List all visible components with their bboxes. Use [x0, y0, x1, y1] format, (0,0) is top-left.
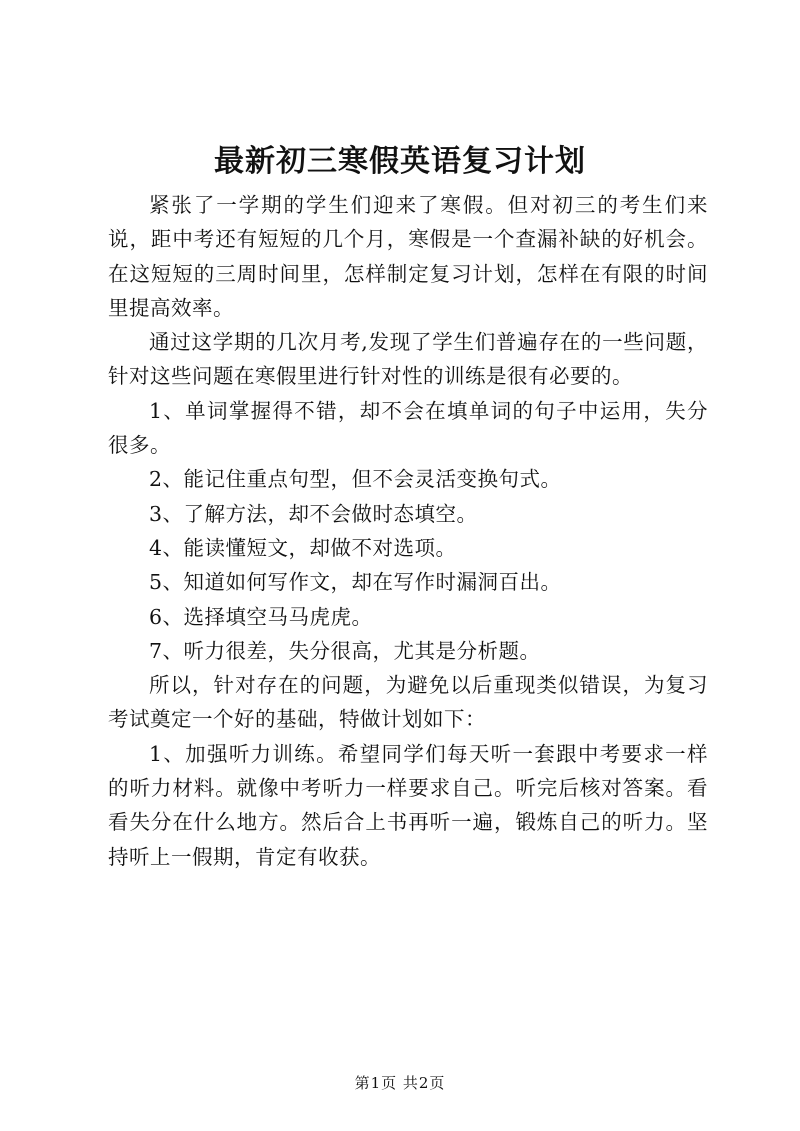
paragraph-intro: 紧张了一学期的学生们迎来了寒假。但对初三的考生们来说，距中考还有短短的几个月，寒假是一个查漏补缺的好机会。在这短短的三周时间里，怎样制定复习计划，怎样在有限的时间里提高效率。 — [108, 193, 708, 320]
list-item-problem-1: 1、单词掌握得不错，却不会在填单词的句子中运用，失分很多。 — [108, 398, 708, 458]
list-item-plan-1: 1、加强听力训练。希望同学们每天听一套跟中考要求一样的听力材料。就像中考听力一样要求自己。听完后核对答案。看看失分在什么地方。然后合上书再听一遍，锻炼自己的听力。坚持听上一假期，肯定有收获。 — [108, 741, 708, 869]
list-item-problem-5: 5、知道如何写作文，却在写作时漏洞百出。 — [149, 570, 562, 595]
paragraph-plan-intro: 所以，针对存在的问题，为避免以后重现类似错误，为复习考试奠定一个好的基础，特做计划如下： — [108, 673, 708, 732]
page-footer: 第1页 共2页 — [354, 1074, 446, 1092]
list-item-problem-4: 4、能读懂短文，却做不对选项。 — [149, 535, 457, 560]
list-item-problem-2: 2、能记住重点句型，但不会灵活变换句式。 — [149, 467, 562, 492]
list-item-problem-7: 7、听力很差，失分很高，尤其是分析题。 — [149, 638, 541, 663]
list-item-problem-3: 3、了解方法，却不会做时态填空。 — [149, 501, 478, 526]
list-item-problem-6: 6、选择填空马马虎虎。 — [149, 604, 373, 629]
document-title: 最新初三寒假英语复习计划 — [214, 144, 586, 179]
document-body — [108, 188, 708, 874]
paragraph-problems-intro: 通过这学期的几次月考,发现了学生们普遍存在的一些问题，针对这些问题在寒假里进行针对性的训练是很有必要的。 — [108, 330, 708, 389]
